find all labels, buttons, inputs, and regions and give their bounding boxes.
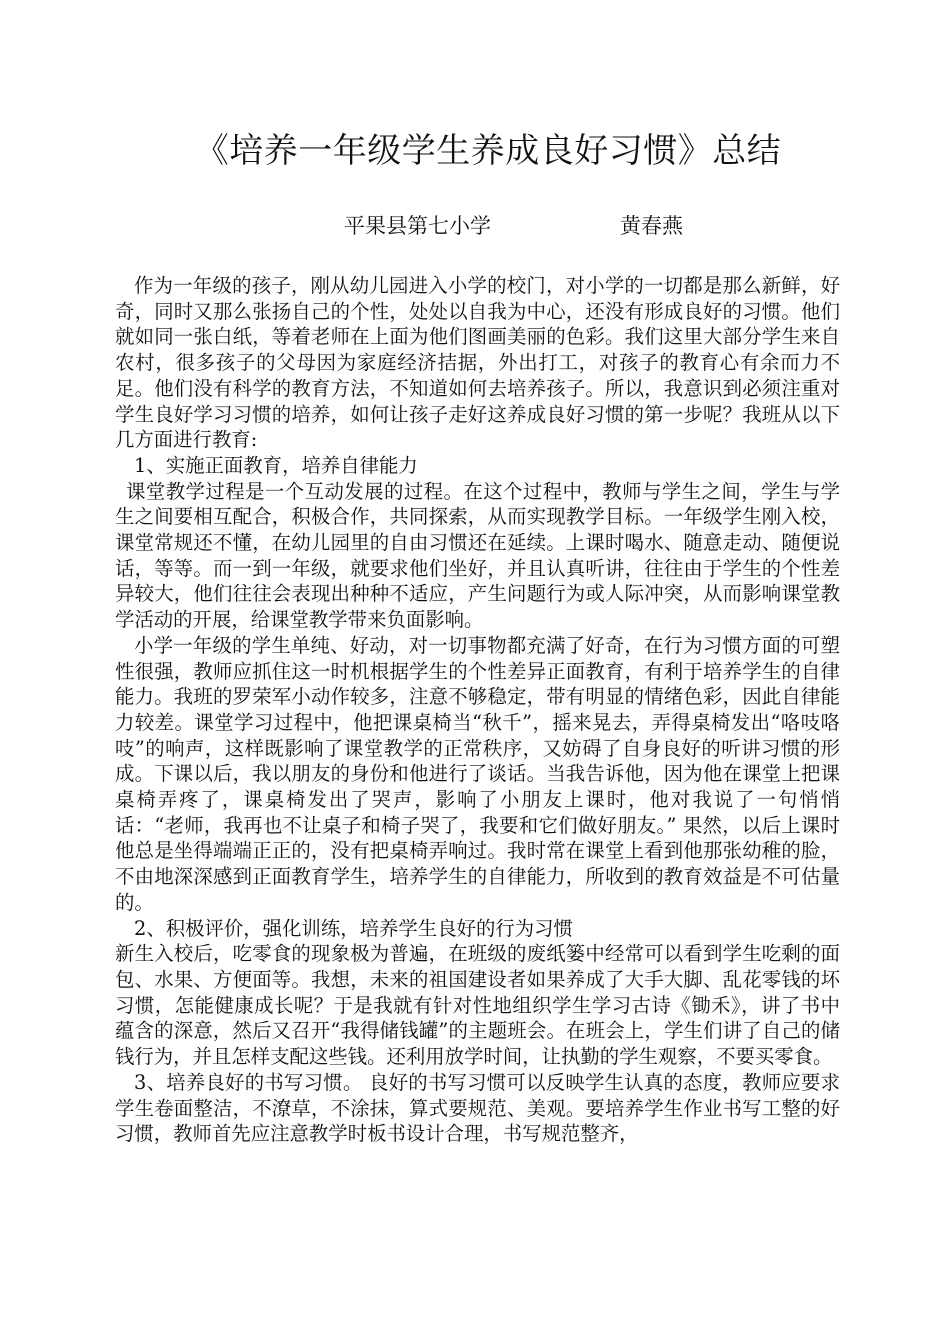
paragraph-intro: 作为一年级的孩子，刚从幼儿园进入小学的校门，对小学的一切都是那么新鲜，好奇，同时又那么张扬自己的个性，处处以自我为中心，还没有形成良好的习惯。他们就如同一张白纸，等着老师在上面为他们图画美丽的色彩。我们这里大部分学生来自农村，很多孩子的父母因为家庭经济拮据，外出打工，对孩子的教育心有余而力不足。他们没有科学的教育方法，不知道如何去培养孩子。所以，我意识到必须注重对学生良好学习习惯的培养，如何让孩子走好这养成良好习惯的第一步呢？我班从以下几方面进行教育: [115, 274, 840, 452]
byline [0, 210, 950, 242]
paragraph: 小学一年级的学生单纯、好动，对一切事物都充满了好奇，在行为习惯方面的可塑性很强，教师应抓住这一时机根据学生的个性差异正面教育，有利于培养学生的自律能力。我班的罗荣军小动作较多，注意不够稳定，带有明显的情绪色彩，因此自律能力较差。课堂学习过程中，他把课桌椅当“秋千”，摇来晃去，弄得桌椅发出“咯吱咯吱”的响声，这样既影响了课堂教学的正常秩序，又妨碍了自身良好的听讲习惯的形成。下课以后，我以朋友的身份和他进行了谈话。当我告诉他，因为他在课堂上把课桌椅弄疼了，课桌椅发出了哭声，影响了小朋友上课时，他对我说了一句悄悄话：“老师，我再也不让桌子和椅子哭了，我要和它们做好朋友。” 果然，以后上课时他总是坐得端端正正的，没有把桌椅弄响过。我时常在课堂上看到他那张幼稚的脸，不由地深深感到正面教育学生，培养学生的自律能力，所收到的教育效益是不可估量的。 [115, 633, 840, 914]
paragraph: 3、培养良好的书写习惯。 良好的书写习惯可以反映学生认真的态度，教师应要求学生卷面整洁，不潦草，不涂抹，算式要规范、美观。要培养学生作业书写工整的好习惯，教师首先应注意教学时板书设计合理，书写规范整齐， [115, 1070, 840, 1146]
school-name: 平果县第七小学 [344, 214, 491, 238]
paragraph: 课堂教学过程是一个互动发展的过程。在这个过程中，教师与学生之间，学生与学生之间要相互配合，积极合作，共同探索，从而实现教学目标。一年级学生刚入校，课堂常规还不懂，在幼儿园里的自由习惯还在延续。上课时喝水、随意走动、随便说话，等等。而一到一年级，就要求他们坐好，并且认真听讲，往往由于学生的个性差异较大，他们往往会表现出种种不适应，产生问题行为或人际冲突，从而影响课堂教学活动的开展，给课堂教学带来负面影响。 [115, 479, 840, 632]
author-name: 黄春燕 [620, 214, 683, 238]
section-heading-2: 2、积极评价，强化训练，培养学生良好的行为习惯 [134, 916, 573, 940]
document-title: 《培养一年级学生养成良好习惯》总结 [194, 131, 782, 171]
paragraph: 新生入校后，吃零食的现象极为普遍，在班级的废纸篓中经常可以看到学生吃剩的面包、水果、方便面等。我想，未来的祖国建设者如果养成了大手大脚、乱花零钱的坏习惯，怎能健康成长呢？于是我就有针对性地组织学生学习古诗《锄禾》，讲了书中蕴含的深意，然后又召开“我得储钱罐”的主题班会。在班会上，学生们讲了自己的储钱行为，并且怎样支配这些钱。还利用放学时间，让执勤的学生观察，不要买零食。 [115, 942, 840, 1069]
section-heading-1: 1、实施正面教育，培养自律能力 [134, 453, 418, 477]
document-body [115, 273, 840, 1147]
